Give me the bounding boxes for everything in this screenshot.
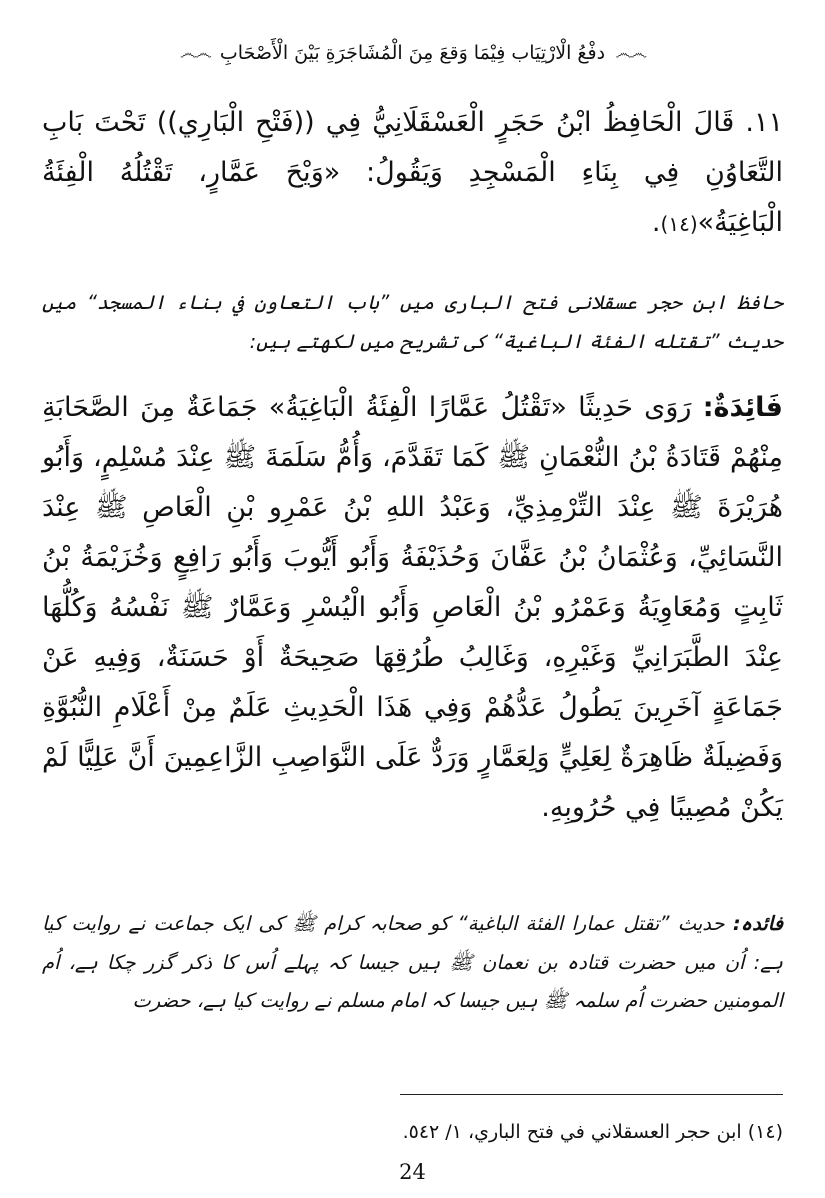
faida-label: فائدہ:: [732, 912, 784, 935]
footnote-text: (١٤) ابن حجر العسقلاني في فتح الباري، ١/ ٥٤٢.: [402, 1121, 783, 1143]
footnote: [42, 1115, 783, 1149]
ornament-icon: ෴෴: [615, 42, 646, 64]
paragraph-end: .: [651, 207, 661, 238]
footnote-reference[interactable]: (١٤): [660, 212, 698, 236]
running-header: [70, 36, 755, 70]
paragraph-text: حدیث ”تقتل عمارا الفئة الباغية“ کو صحابہ کرام ﷺ کی ایک جماعت نے روایت کیا ہے: اُن میں حضرت قتادہ بن نعمان ﷺ ہیں جیسا کہ پہلے اُس کا ذکر گزر چکا ہے، اُم المومنین حضرت اُم سلمہ ﷺ ہیں جیسا کہ امام مسلم نے روایت کیا ہے، حضرت: [42, 912, 783, 1012]
paragraph-text: ١١. قَالَ الْحَافِظُ ابْنُ حَجَرٍ الْعَسْقَلَانِيُّ فِي ((فَتْحِ الْبَارِي)) تَحْتَ بَابِ التَّعَاوُنِ فِي بِنَاءِ الْمَسْجِدِ وَيَقُولُ: «وَيْحَ عَمَّارٍ، تَقْتُلُهُ الْفِئَةُ الْبَاغِيَةُ»: [42, 107, 783, 238]
footnote-divider: [400, 1094, 783, 1095]
urdu-translation-paragraph: [42, 284, 783, 361]
arabic-faida-paragraph: [42, 383, 783, 833]
faida-label: فَائِدَةٌ:: [702, 392, 783, 423]
paragraph-text: حافظ ابن حجر عسقلانی فتح الباری میں ”باب التعاون في بناء المسجد“ میں حدیث ”تقتله الفئة الباغية“ کی تشریح میں لکھتے ہیں:: [42, 291, 783, 353]
ornament-icon: ෴෴: [179, 42, 210, 64]
header-title: دفْعُ الْارْتِيَاب فِيْمَا وَقعَ مِنَ الْمُشَاجَرَةِ بَيْنَ الْأَصْحَابِ: [219, 42, 606, 64]
page-number: 24: [399, 1160, 426, 1184]
paragraph-text: رَوَى حَدِيثًا «تَقْتُلُ عَمَّارًا الْفِئَةُ الْبَاغِيَةُ» جَمَاعَةٌ مِنَ الصَّحَابَةِ مِنْهُمْ قَتَادَةُ بْنُ النُّعْمَانِ ﷺ كَمَا تَقَدَّمَ، وَأُمُّ سَلَمَةَ ﷺ عِنْدَ مُسْلِمٍ، وَأَبُو هُرَيْرَةَ ﷺ عِنْدَ التِّرْمِذِيِّ، وَعَبْدُ اللهِ بْنُ عَمْرِو بْنِ الْعَاصِ ﷺ عِنْدَ النَّسَائِيِّ، وَعُثْمَانُ بْنُ عَفَّانَ وَحُذَيْفَةُ وَأَبُو أَيُّوبَ وَأَبُو رَافِعٍ وَخُزَيْمَةُ بْنُ ثَابِتٍ وَمُعَاوِيَةُ وَعَمْرُو بْنُ الْعَاصِ وَأَبُو الْيُسْرِ وَعَمَّارٌ ﷺ نَفْسُهُ وَكُلُّهَا عِنْدَ الطَّبَرَانِيِّ وَغَيْرِهِ، وَغَالِبُ طُرُقِهَا صَحِيحَةٌ أَوْ حَسَنَةٌ، وَفِيهِ عَنْ جَمَاعَةٍ آخَرِينَ يَطُولُ عَدُّهُمْ وَفِي هَذَا الْحَدِيثِ عَلَمٌ مِنْ أَعْلَامِ النُّبُوَّةِ وَفَضِيلَةٌ ظَاهِرَةٌ لِعَلِيٍّ وَلِعَمَّارٍ وَرَدٌّ عَلَى النَّوَاصِبِ الزَّاعِمِينَ أَنَّ عَلِيًّا لَمْ يَكُنْ مُصِيبًا فِي حُرُوبِهِ.: [42, 392, 783, 823]
arabic-paragraph-11: [42, 98, 783, 249]
urdu-faida-paragraph: [42, 905, 783, 1021]
